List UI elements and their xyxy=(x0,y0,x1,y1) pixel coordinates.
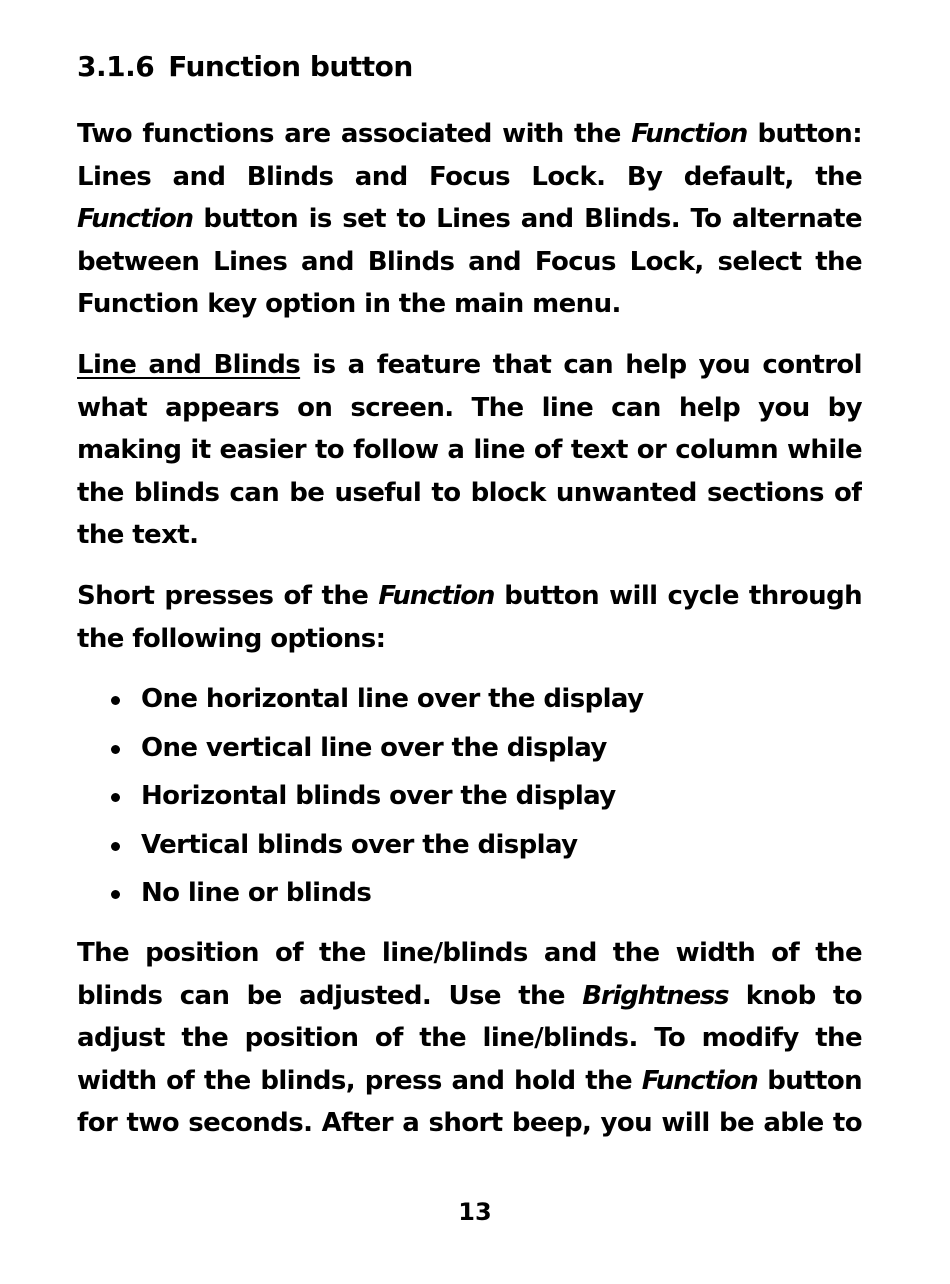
section-number: 3.1.6 xyxy=(77,50,155,83)
function-term: Function xyxy=(631,119,748,149)
bullet-icon xyxy=(111,793,120,802)
text-line: the blinds can be useful to block unwanted sections of xyxy=(77,477,862,508)
text-run: button: xyxy=(747,119,862,149)
text-run: button xyxy=(757,1065,862,1096)
text-run: Two functions are associated with the xyxy=(77,119,632,149)
bullet-icon xyxy=(111,842,120,851)
options-list xyxy=(109,678,643,921)
list-item xyxy=(109,727,643,776)
text-line xyxy=(77,344,862,387)
line-and-blinds-term: Line and Blinds xyxy=(77,350,301,380)
text-line xyxy=(77,575,862,618)
paragraph-position-width xyxy=(77,932,862,1145)
text-line xyxy=(77,1060,862,1103)
text-line: adjust the position of the line/blinds. To modify the xyxy=(77,1023,862,1053)
list-item xyxy=(109,678,643,727)
list-item-text: No line or blinds xyxy=(141,878,372,908)
text-line: what appears on screen. The line can help you by xyxy=(77,392,862,423)
list-item-text: Horizontal blinds over the display xyxy=(141,781,616,811)
function-term: Function xyxy=(378,581,495,611)
text-run: width of the blinds, press and hold the xyxy=(77,1065,642,1096)
text-line: the text. xyxy=(77,520,199,550)
text-line xyxy=(77,198,862,241)
list-item xyxy=(109,824,643,873)
function-term: Function xyxy=(641,1065,758,1096)
paragraph-line-and-blinds xyxy=(77,344,862,557)
text-line xyxy=(77,113,862,156)
bullet-icon xyxy=(111,696,120,705)
text-line: the following options: xyxy=(77,623,386,654)
text-run: is a feature that can help you control xyxy=(300,350,862,380)
page-number: 13 xyxy=(458,1198,492,1226)
text-line: for two seconds. After a short beep, you will be able to xyxy=(77,1108,862,1138)
list-item xyxy=(109,775,643,824)
list-item-text: Vertical blinds over the display xyxy=(141,829,578,860)
text-run: button will cycle through xyxy=(494,581,862,611)
bullet-icon xyxy=(111,745,120,754)
section-title: Function button xyxy=(168,50,413,83)
text-run: button is set to Lines and Blinds. To alternate xyxy=(192,204,862,234)
list-item-text: One horizontal line over the display xyxy=(141,684,644,714)
section-heading xyxy=(77,50,413,83)
paragraph-short-presses xyxy=(77,575,862,660)
text-run: blinds can be adjusted. Use the xyxy=(77,980,583,1011)
text-run: knob to xyxy=(728,980,862,1011)
paragraph-intro xyxy=(77,113,862,326)
list-item xyxy=(109,872,643,921)
list-item-text: One vertical line over the display xyxy=(141,732,607,763)
text-run: Short presses of the xyxy=(77,581,379,611)
brightness-term: Brightness xyxy=(582,980,729,1011)
text-line: Function key option in the main menu. xyxy=(77,289,621,319)
text-line: between Lines and Blinds and Focus Lock, select the xyxy=(77,246,862,277)
text-line: The position of the line/blinds and the width of the xyxy=(77,938,862,968)
text-line xyxy=(77,975,862,1018)
function-term: Function xyxy=(77,204,193,234)
bullet-icon xyxy=(111,890,120,899)
text-line: Lines and Blinds and Focus Lock. By default, the xyxy=(77,161,862,192)
text-line: making it easier to follow a line of text or column while xyxy=(77,435,862,465)
